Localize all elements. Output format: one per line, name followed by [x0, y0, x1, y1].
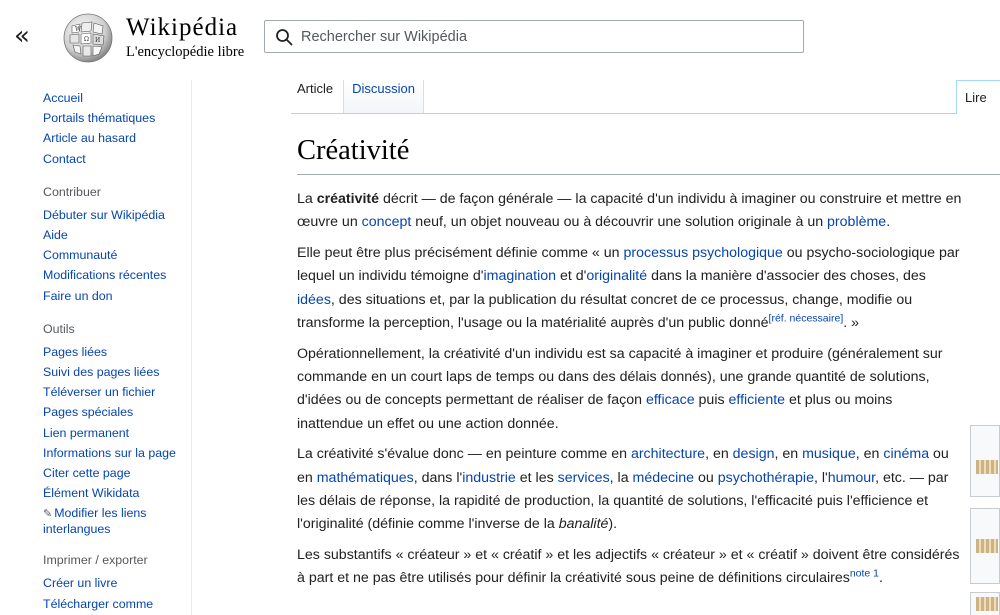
svg-text:W: W [75, 26, 82, 33]
page-title: Créativité [297, 135, 410, 166]
sidebar-heading-outils: Outils [43, 321, 75, 336]
paragraph-4: La créativité s'évalue donc — en peinture comme en architecture, en design, en musique, en cinéma ou en mathématiques, dans l'industrie et les services, la médecine ou psychothérapie, l'humour, etc. — par les délais de réponse, la rapidité de production, la quantité de solutions, l'efficacité puis l'efficience et l'originalité (définie comme l'inverse de la banalité). [297, 446, 949, 533]
sidebar-item-lien-permanent[interactable]: Lien permanent [43, 425, 130, 440]
tabs-underline [291, 113, 956, 114]
citation-needed-link[interactable]: [réf. nécessaire] [768, 312, 844, 325]
link-efficiente[interactable]: efficiente [728, 392, 786, 409]
sidebar-item-contact[interactable]: Contact [43, 151, 86, 166]
page-tabs [291, 80, 424, 113]
thumbnail-image [976, 460, 998, 474]
footnote-1-link[interactable]: note 1 [849, 567, 880, 580]
pencil-icon: ✎ [43, 508, 53, 521]
infobox-thumbnail-1[interactable] [970, 425, 1000, 497]
infobox-thumbnail-2[interactable] [970, 508, 1000, 584]
thumbnail-image [976, 539, 998, 553]
link-concept[interactable]: concept [361, 214, 412, 231]
wordmark-title: Wikipédia [126, 14, 239, 41]
sidebar-item-telecharger[interactable]: Télécharger comme [43, 596, 154, 611]
search-icon [275, 28, 293, 46]
link-design[interactable]: design [732, 446, 775, 463]
link-architecture[interactable]: architecture [630, 446, 706, 463]
search-input[interactable] [301, 21, 796, 52]
sidebar-item-article-hasard[interactable]: Article au hasard [43, 131, 136, 146]
sidebar-item-accueil[interactable]: Accueil [43, 91, 83, 105]
sidebar [0, 80, 192, 615]
paragraph-5: Les substantifs « créateur » et « créatif » et les adjectifs « créateur » et « créatif » doivent être considérés à part et ne pas être utilisés pour définir la créativité sous peine de définitions circulaires$^{note 1}$. [297, 547, 960, 587]
paragraph-2: Elle peut être plus précisément définie comme « un processus psychologique ou psycho-sociologique par lequel un individu témoigne d'imagination et d'originalité dans la manière d'associer des choses, des idées, des situations et, par la publication du résultat concret de ce processus, change, modifie ou transforme la perception, l'usage ou la matérialité auprès d'un public donné[réf. nécessaire]. » [297, 245, 960, 331]
sidebar-item-communaute[interactable]: Communauté [43, 248, 118, 263]
tab-article[interactable]: Article [291, 80, 339, 113]
sidebar-item-citer-page[interactable]: Citer cette page [43, 466, 131, 481]
link-medecine[interactable]: médecine [632, 469, 695, 486]
link-imagination[interactable]: imagination [483, 268, 557, 285]
svg-text:Ω: Ω [84, 36, 89, 43]
paragraph-1: La créativité décrit — de façon générale — la capacité d'un individu à imaginer ou construire et mettre en œuvre un concept neuf, un objet nouveau ou à découvrir une solution originale à un problème. [297, 191, 962, 231]
link-mathematiques[interactable]: mathématiques [316, 469, 414, 486]
collapse-sidebar-button[interactable]: « [14, 21, 24, 51]
link-industrie[interactable]: industrie [462, 469, 516, 486]
link-humour[interactable]: humour [827, 469, 876, 486]
link-cinema[interactable]: cinéma [883, 446, 930, 463]
link-originalite[interactable]: originalité [586, 268, 648, 285]
infobox-thumbnail-3[interactable] [970, 592, 1000, 615]
sidebar-item-informations-page[interactable]: Informations sur la page [43, 445, 176, 460]
link-idees[interactable]: idées [297, 291, 331, 308]
article-body [297, 188, 962, 598]
sidebar-item-modifications-recentes[interactable]: Modifications récentes [43, 268, 167, 283]
sidebar-item-pages-liees[interactable]: Pages liées [43, 344, 108, 359]
sidebar-item-creer-livre[interactable]: Créer un livre [43, 576, 118, 591]
wordmark-tagline: L'encyclopédie libre [126, 44, 245, 60]
link-efficace[interactable]: efficace [645, 392, 695, 409]
svg-text:И: И [95, 37, 101, 44]
title-divider [297, 174, 1000, 175]
tab-discussion[interactable]: Discussion [343, 80, 424, 113]
sidebar-item-portails[interactable]: Portails thématiques [43, 111, 156, 126]
sidebar-item-faire-un-don[interactable]: Faire un don [43, 288, 113, 303]
sidebar-item-debuter[interactable]: Débuter sur Wikipédia [43, 207, 165, 222]
tab-lire[interactable]: Lire [956, 80, 1000, 114]
sidebar-heading-imprimer: Imprimer / exporter [43, 553, 148, 568]
search-box[interactable] [264, 20, 804, 53]
sidebar-item-pages-speciales[interactable]: Pages spéciales [43, 405, 134, 420]
wikipedia-globe-logo[interactable] [62, 12, 114, 64]
sidebar-item-suivi-pages-liees[interactable]: Suivi des pages liées [43, 365, 160, 380]
sidebar-item-modifier-liens[interactable] [43, 506, 188, 537]
link-probleme[interactable]: problème [827, 214, 887, 231]
link-psychotherapie[interactable]: psychothérapie [717, 469, 814, 486]
sidebar-menu [43, 88, 188, 614]
link-services[interactable]: services [557, 469, 610, 486]
modifier-liens-label: Modifier les liens interlangues [43, 506, 147, 537]
link-processus-psychologique[interactable]: processus psychologique [623, 245, 783, 262]
wikipedia-wordmark[interactable] [126, 14, 244, 61]
link-musique[interactable]: musique [802, 446, 856, 463]
sidebar-heading-contribuer: Contribuer [43, 184, 101, 199]
thumbnail-image [976, 597, 998, 611]
sidebar-item-aide[interactable]: Aide [43, 228, 68, 243]
paragraph-3: Opérationnellement, la créativité d'un individu est sa capacité à imaginer et produire (généralement sur commande en un court laps de temps ou dans des délais donnés), une grande quantité de solutions, d'idées ou de concepts permettant de réaliser de façon efficace puis efficiente et plus ou moins inattendue un effet ou une action donnée. [297, 345, 943, 432]
sidebar-item-element-wikidata[interactable]: Élément Wikidata [43, 486, 140, 501]
sidebar-item-televerser[interactable]: Téléverser un fichier [43, 385, 156, 400]
